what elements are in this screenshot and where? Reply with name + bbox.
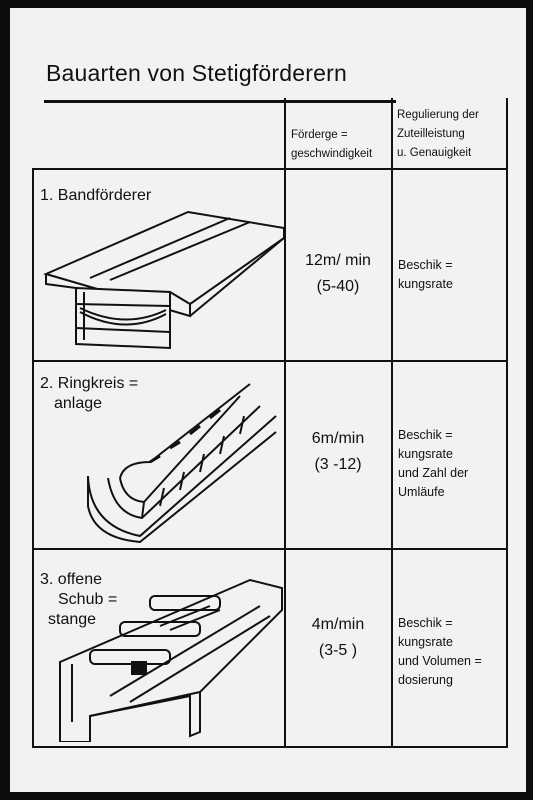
table-divider xyxy=(32,168,34,748)
row-3-speed: 4m/min (3-5 ) xyxy=(311,616,365,659)
belt-conveyor-icon xyxy=(40,208,284,356)
row-2-speed: 6m/min (3 -12) xyxy=(311,430,365,473)
row-3-regulation: Beschik = kungsrate und Volumen = dosierung xyxy=(398,616,482,687)
push-bar-conveyor-icon xyxy=(50,566,284,742)
row-1-regulation: Beschik = kungsrate xyxy=(398,258,453,291)
ring-circuit-icon xyxy=(80,376,280,544)
table-divider xyxy=(32,548,508,550)
row-2-label: 2. Ringkreis = anlage xyxy=(40,375,139,412)
document-sheet xyxy=(10,8,526,792)
table-divider xyxy=(32,168,508,170)
page-title: Bauarten von Stetigförderern xyxy=(46,60,347,86)
header-speed: Förderge = geschwindigkeit xyxy=(291,129,373,160)
row-3-label: 3. offene Schub = stange xyxy=(40,571,118,628)
table-divider xyxy=(284,98,286,748)
table-divider xyxy=(32,746,508,748)
table-divider xyxy=(391,98,393,748)
table-divider xyxy=(32,360,508,362)
row-1-label: 1. Bandförderer xyxy=(40,187,152,204)
title-underline xyxy=(44,100,396,103)
header-regulation: Regulierung der Zuteilleistung u. Genauigkeit xyxy=(397,109,479,159)
row-1-speed: 12m/ min (5-40) xyxy=(305,252,371,295)
row-2-regulation: Beschik = kungsrate und Zahl der Umläufe xyxy=(398,428,469,499)
table-divider xyxy=(506,98,508,748)
